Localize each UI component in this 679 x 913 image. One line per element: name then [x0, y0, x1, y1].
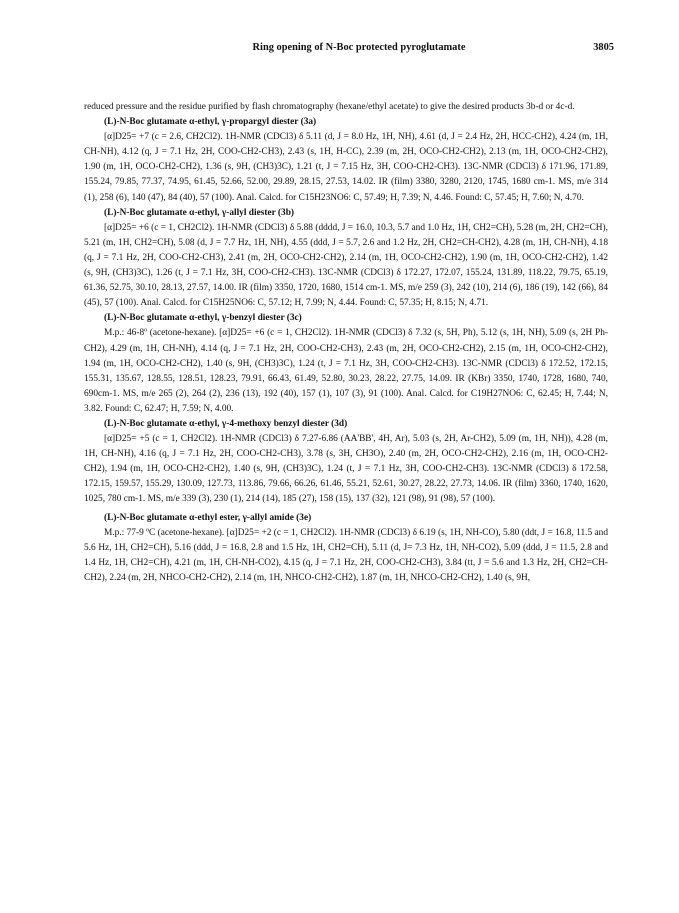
compound-heading-3b: (L)-N-Boc glutamate α-ethyl, γ-allyl diester (3b) [104, 207, 295, 218]
intro-paragraph: reduced pressure and the residue purified by flash chromatography (hexane/ethyl acetate) to give the desired products 3b-d or 4c-d. [84, 102, 575, 112]
page-number: 3805 [593, 42, 614, 53]
compound-data-3d: [α]D25= +5 (c = 1, CH2Cl2). 1H-NMR (CDCl3) δ 7.27-6.86 (AA'BB', 4H, Ar), 5.03 (s, 2H, Ar-CH2), 5.09 (m, 1H, NH)), 4.28 (m, 1H, CH-NH), 4.16 (q, J = 7.1 Hz, 2H, COO-CH2-CH3), 3.78 (s, 3H, CH3O), 2.40 (m, 2H, OCO-CH2-CH2), 2.16 (m, 1H, OCO-CH2-CH2), 1.94 (m, 1H, OCO-CH2-CH2), 1.40 (s, 9H, (CH3)3C), 1.24 (t, J = 7.1 Hz, 3H, COO-CH2-CH3). 13C-NMR (CDCl3) δ 172.58, 172.15, 159.57, 155.29, 130.09, 127.73, 113.86, 79.66, 66.26, 61.46, 55.21, 52.61, 30.27, 28.22, 27.73, 14.06. IR (film) 3360, 1740, 1620, 1025, 780 cm-1. MS, m/e 339 (3), 230 (1), 214 (14), 185 (27), 158 (15), 137 (32), 121 (98), 91 (98), 57 (100). [84, 434, 608, 505]
compound-heading-3a: (L)-N-Boc glutamate α-ethyl, γ-propargyl diester (3a) [104, 117, 317, 128]
compound-heading-3c: (L)-N-Boc glutamate α-ethyl, γ-benzyl diester (3c) [104, 313, 302, 324]
running-title: Ring opening of N-Boc protected pyroglutamate [252, 42, 466, 53]
compound-heading-3d: (L)-N-Boc glutamate α-ethyl, γ-4-methoxy benzyl diester (3d) [104, 418, 348, 429]
page-header [104, 42, 614, 58]
compound-data-3c: M.p.: 46-8º (acetone-hexane). [α]D25= +6 (c = 1, CH2Cl2). 1H-NMR (CDCl3) δ 7.32 (s, 5H, Ph), 5.12 (s, 1H, NH), 5.09 (s, 2H Ph-CH2), 4.29 (m, 1H, CH-NH), 4.14 (q, J = 7.1 Hz, 2H, COO-CH2-CH3), 2.43 (m, 2H, OCO-CH2-CH2), 2.15 (m, 1H, OCO-CH2-CH2), 1.94 (m, 1H, OCO-CH2-CH2), 1.40 (s, 9H, (CH3)3C), 1.24 (t, J = 7.1 Hz, 3H, COO-CH2-CH3). 13C-NMR (CDCl3) δ 172.52, 172.15, 155.31, 135.67, 128.55, 128.51, 128.23, 79.91, 66.43, 61.49, 52.80, 30.23, 28.22, 27.75, 14.09. IR (KBr) 3350, 1740, 1728, 1680, 740, 690cm-1. MS, m/e 265 (2), 264 (2), 236 (13), 192 (40), 157 (1), 107 (3), 91 (100). Anal. Calcd. for C19H27NO6: C, 62.45; H, 7.44; N, 3.82. Found: C, 62.47; H, 7.59; N, 4.00. [84, 328, 608, 414]
compound-data-3a: [α]D25= +7 (c = 2.6, CH2Cl2). 1H-NMR (CDCl3) δ 5.11 (d, J = 8.0 Hz, 1H, NH), 4.61 (d, J = 2.4 Hz, 2H, HCC-CH2), 4.24 (m, 1H, CH-NH), 4.12 (q, J = 7.1 Hz, 2H, COO-CH2-CH3), 2.43 (s, 1H, H-CC), 2.39 (m, 2H, OCO-CH2-CH2), 2.13 (m, 1H, OCO-CH2-CH2), 1.90 (m, 1H, OCO-CH2-CH2), 1.36 (s, 9H, (CH3)3C), 1.21 (t, J = 7.15 Hz, 3H, COO-CH2-CH3). 13C-NMR (CDCl3) δ 171.96, 171.89, 155.24, 79.85, 77.37, 74.95, 61.45, 52.66, 52.00, 29.89, 28.15, 27.53, 14.02. IR (film) 3380, 3280, 2120, 1745, 1680 cm-1. MS, m/e 314 (1), 258 (6), 140 (47), 84 (40), 57 (100). Anal. Calcd. for C15H23NO6: C, 57.49; H, 7.39; N, 4.46. Found: C, 57.45; H, 7.60; N, 4.70. [84, 132, 608, 203]
compound-heading-3e: (L)-N-Boc glutamate α-ethyl ester, γ-allyl amide (3e) [104, 512, 312, 523]
article-body [84, 100, 608, 586]
compound-data-3b: [α]D25= +6 (c = 1, CH2Cl2). 1H-NMR (CDCl3) δ 5.88 (dddd, J = 16.0, 10.3, 5.7 and 1.0 Hz, 1H, CH2=CH), 5.28 (m, 2H, CH2=CH), 5.21 (m, 1H, CH2=CH), 5.08 (d, J = 7.7 Hz, 1H, NH), 4.55 (ddd, J = 5.7, 2.6 and 1.2 Hz, 2H, CH2=CH-CH2), 4.28 (m, 1H, CH-NH), 4.18 (q, J = 7.1 Hz, 2H, COO-CH2-CH3), 2.41 (m, 2H, OCO-CH2-CH2), 2.14 (m, 1H, OCO-CH2-CH2), 1.90 (m, 1H, OCO-CH2-CH2), 1.42 (s, 9H, (CH3)3C), 1.26 (t, J = 7.1 Hz, 3H, COO-CH2-CH3). 13C-NMR (CDCl3) δ 172.27, 172.07, 155.24, 131.89, 118.22, 79.75, 65.19, 61.36, 52.75, 30.10, 28.13, 27.57, 14.00. IR (film) 3350, 1720, 1680, 1514 cm-1. MS, m/e 259 (3), 242 (10), 214 (6), 186 (19), 142 (66), 84 (45), 57 (100). Anal. Calcd. for C15H25NO6: C, 57.12; H, 7.99; N, 4.44. Found: C, 57.35; H, 8.15; N, 4.71. [84, 222, 608, 309]
compound-data-3e: M.p.: 77-9 ºC (acetone-hexane). [α]D25= +2 (c = 1, CH2Cl2). 1H-NMR (CDCl3) δ 6.19 (s, 1H, NH-CO), 5.80 (ddt, J = 16.8, 11.5 and 5.6 Hz, 1H, CH2=CH), 5.16 (ddd, J = 16.8, 2.8 and 1.5 Hz, 1H, CH2=CH), 5.11 (d, J= 7.3 Hz, 1H, NH-CO2), 5.09 (ddd, J = 11.5, 2.8 and 1.4 Hz, 1H, CH2=CH), 4.21 (m, 1H, CH-NH-CO2), 4.15 (q, J = 7.1 Hz, 2H, COO-CH2-CH3), 3.84 (tt, J = 5.6 and 1.3 Hz, 2H, CH2=CH-CH2), 2.24 (m, 2H, NHCO-CH2-CH2), 2.14 (m, 1H, NHCO-CH2-CH2), 1.87 (m, 1H, NHCO-CH2-CH2), 1.40 (s, 9H, [84, 527, 608, 583]
